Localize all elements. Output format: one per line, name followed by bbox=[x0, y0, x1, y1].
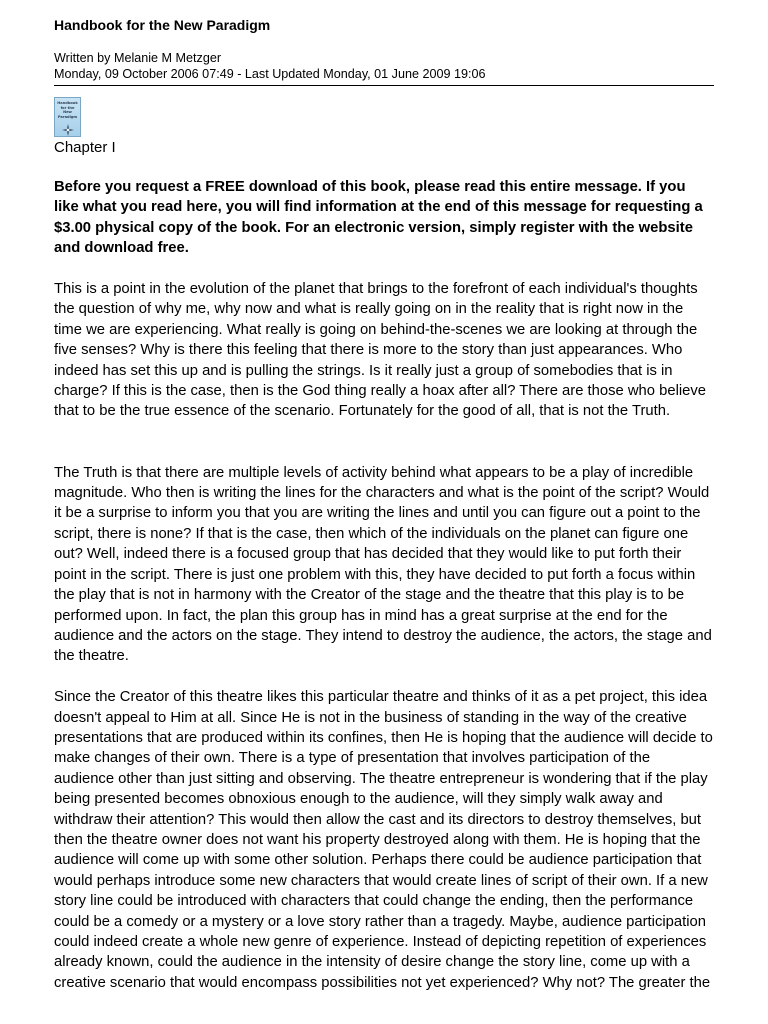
paragraph: The Truth is that there are multiple levels of activity behind what appears to be a play of incredible magnitude. Who then is writing the lines for the characters and what is the point of the script? Would it be a surprise to inform you that you are writing the lines and until you can figure out a point to the script, there is none? If that is the case, then which of the individuals on the planet can figure one out? Well, indeed there is a focused group that has decided that they would like to put forth their point in the script. There is just one problem with this, they have decided to put forth a focus within the play that is not in harmony with the Creator of the stage and the theatre that this play is to be performed upon. In fact, the plan this group has in mind has a great surprise at the end for the audience and the actors on the stage. They intend to destroy the audience, the actors, the stage and the theatre. bbox=[54, 464, 712, 665]
intro-notice: Before you request a FREE download of this book, please read this entire message. If you like what you read here, you will find information at the end of this message for requesting a $3.00 physical copy of the book. For an electronic version, simply register with the website and download free. bbox=[54, 179, 703, 257]
article-body bbox=[54, 177, 714, 993]
book-cover-thumbnail bbox=[54, 97, 81, 137]
date-line: Monday, 09 October 2006 07:49 - Last Updated Monday, 01 June 2009 19:06 bbox=[54, 67, 486, 81]
compass-star-icon bbox=[62, 124, 74, 136]
document-title: Handbook for the New Paradigm bbox=[54, 17, 271, 33]
author-line: Written by Melanie M Metzger bbox=[54, 51, 222, 65]
header-divider bbox=[54, 85, 714, 86]
chapter-heading: Chapter I bbox=[54, 139, 116, 156]
paragraph: Since the Creator of this theatre likes this particular theatre and thinks of it as a pet project, this idea doesn't appeal to Him at all. Since He is not in the business of standing in the way of the creative presentations that are produced within its confines, then He is hoping that the audience will decide to make changes of their own. There is a type of presentation that involves participation of the audience other than just sitting and observing. The theatre entrepreneur is wondering that if the play being presented becomes obnoxious enough to the audience, will they simply walk away and withdraw their attention? This would then allow the cast and its directors to destroy themselves, but then the theatre owner does not want his property destroyed along with them. He is hoping that the audience will come up with some other solution. Perhaps there could be audience participation that would perhaps introduce some new characters that would create lines of script of their own. If a new story line could be introduced with characters that could change the ending, then the performance could be a comedy or a mystery or a love story rather than a tragedy. Maybe, audience participation could indeed create a whole new genre of experience. Instead of depicting repetition of experiences already known, could the audience in the intensity of desire change the story line, come up with a creative scenario that would encompass possibilities not yet experienced? Why not? The greater the bbox=[54, 689, 713, 991]
paragraph: This is a point in the evolution of the planet that brings to the forefront of each individual's thoughts the question of why me, why now and what is really going on in the reality that is right now in the time we are experiencing. What really is going on behind-the-scenes we are looking at through the five senses? Why is there this feeling that there is more to the story than just appearances. Who indeed has set this up and is pulling the strings. Is it really just a group of somebodies that is in charge? If this is the case, then is the God thing really a hoax after all? There are those who believe that to be the true essence of the scenario. Fortunately for the good of all, that is not the Truth. bbox=[54, 281, 706, 420]
cover-title-text: Handbook for the New Paradigm bbox=[57, 101, 78, 119]
byline bbox=[54, 50, 486, 82]
